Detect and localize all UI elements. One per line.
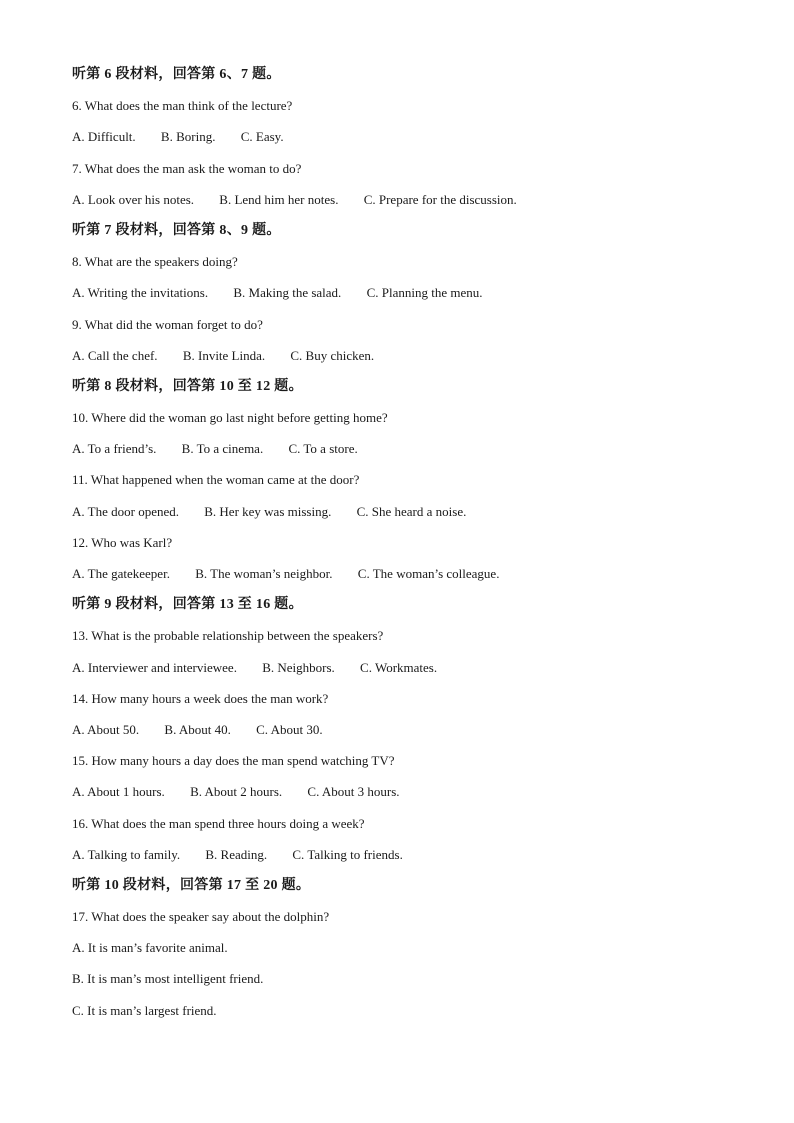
option-b: B. Boring.	[160, 129, 216, 145]
option-a: A. The door opened.	[72, 503, 179, 519]
section-heading: 听第 7 段材料，回答第 8、9 题。	[72, 222, 281, 238]
option-a: A. Writing the invitations.	[72, 285, 209, 301]
option-c: C. Workmates.	[360, 659, 438, 675]
option-c: C. Talking to friends.	[292, 846, 403, 862]
options-row	[72, 437, 752, 468]
option-c: C. Buy chicken.	[290, 347, 375, 363]
question: 8. What are the speakers doing?	[72, 254, 238, 270]
options-row	[72, 780, 752, 811]
option-c: C. To a store.	[288, 441, 358, 457]
section-heading: 听第 6 段材料，回答第 6、7 题。	[72, 67, 281, 82]
option-b: B. Making the salad.	[233, 285, 342, 301]
question: 17. What does the speaker say about the dolphin?	[72, 909, 330, 925]
option-b: B. About 2 hours.	[190, 784, 283, 800]
option-b: B. About 40.	[164, 721, 231, 737]
question: 10. Where did the woman go last night before getting home?	[72, 410, 388, 426]
question: 7. What does the man ask the woman to do?	[72, 160, 302, 176]
options-row	[72, 562, 752, 593]
option-c: C. She heard a noise.	[356, 503, 467, 519]
question: 16. What does the man spend three hours doing a week?	[72, 815, 365, 831]
option-a: A. To a friend’s.	[72, 441, 157, 457]
question: 9. What did the woman forget to do?	[72, 316, 263, 332]
option-a: A. About 1 hours.	[72, 784, 165, 800]
option-b: B. To a cinema.	[181, 441, 264, 457]
option-b: B. The woman’s neighbor.	[195, 566, 333, 581]
section-heading: 听第 10 段材料，回答第 17 至 20 题。	[72, 877, 311, 893]
option-c: C. The woman’s colleague.	[357, 566, 500, 581]
options-row	[72, 718, 752, 749]
document-page	[72, 63, 752, 1030]
options-row	[72, 344, 752, 375]
option-c: C. Planning the menu.	[366, 285, 483, 301]
question: 13. What is the probable relationship between the speakers?	[72, 628, 384, 644]
option-a: A. Call the chef.	[72, 347, 158, 363]
option-a: A. It is man’s favorite animal.	[72, 940, 228, 956]
question: 14. How many hours a week does the man work?	[72, 690, 329, 706]
section-heading: 听第 9 段材料，回答第 13 至 16 题。	[72, 597, 303, 613]
options-row	[72, 500, 752, 531]
option-b: B. Neighbors.	[262, 659, 335, 675]
question: 6. What does the man think of the lecture?	[72, 98, 293, 114]
question: 12. Who was Karl?	[72, 534, 173, 550]
options-row	[72, 281, 752, 312]
question: 11. What happened when the woman came at the door?	[72, 472, 360, 488]
option-b: B. Lend him her notes.	[219, 191, 339, 207]
option-c: C. About 3 hours.	[307, 784, 400, 800]
option-a: A. Interviewer and interviewee.	[72, 659, 237, 675]
option-a: A. Look over his notes.	[72, 191, 195, 207]
option-b: B. Reading.	[205, 846, 268, 862]
options-row	[72, 188, 752, 219]
section-heading: 听第 8 段材料，回答第 10 至 12 题。	[72, 378, 303, 394]
question: 15. How many hours a day does the man spend watching TV?	[72, 753, 395, 769]
option-a: A. Difficult.	[72, 129, 136, 145]
option-a: A. The gatekeeper.	[72, 566, 170, 581]
option-b: B. It is man’s most intelligent friend.	[72, 971, 264, 987]
option-b: B. Her key was missing.	[204, 503, 332, 519]
options-row	[72, 843, 752, 874]
option-a: A. Talking to family.	[72, 846, 181, 862]
option-b: B. Invite Linda.	[182, 347, 266, 363]
options-row	[72, 656, 752, 687]
option-a: A. About 50.	[72, 721, 140, 737]
options-row	[72, 125, 752, 156]
option-c: C. It is man’s largest friend.	[72, 1002, 217, 1018]
option-c: C. Prepare for the discussion.	[363, 191, 517, 207]
option-c: C. About 30.	[256, 721, 323, 737]
option-c: C. Easy.	[240, 129, 284, 145]
